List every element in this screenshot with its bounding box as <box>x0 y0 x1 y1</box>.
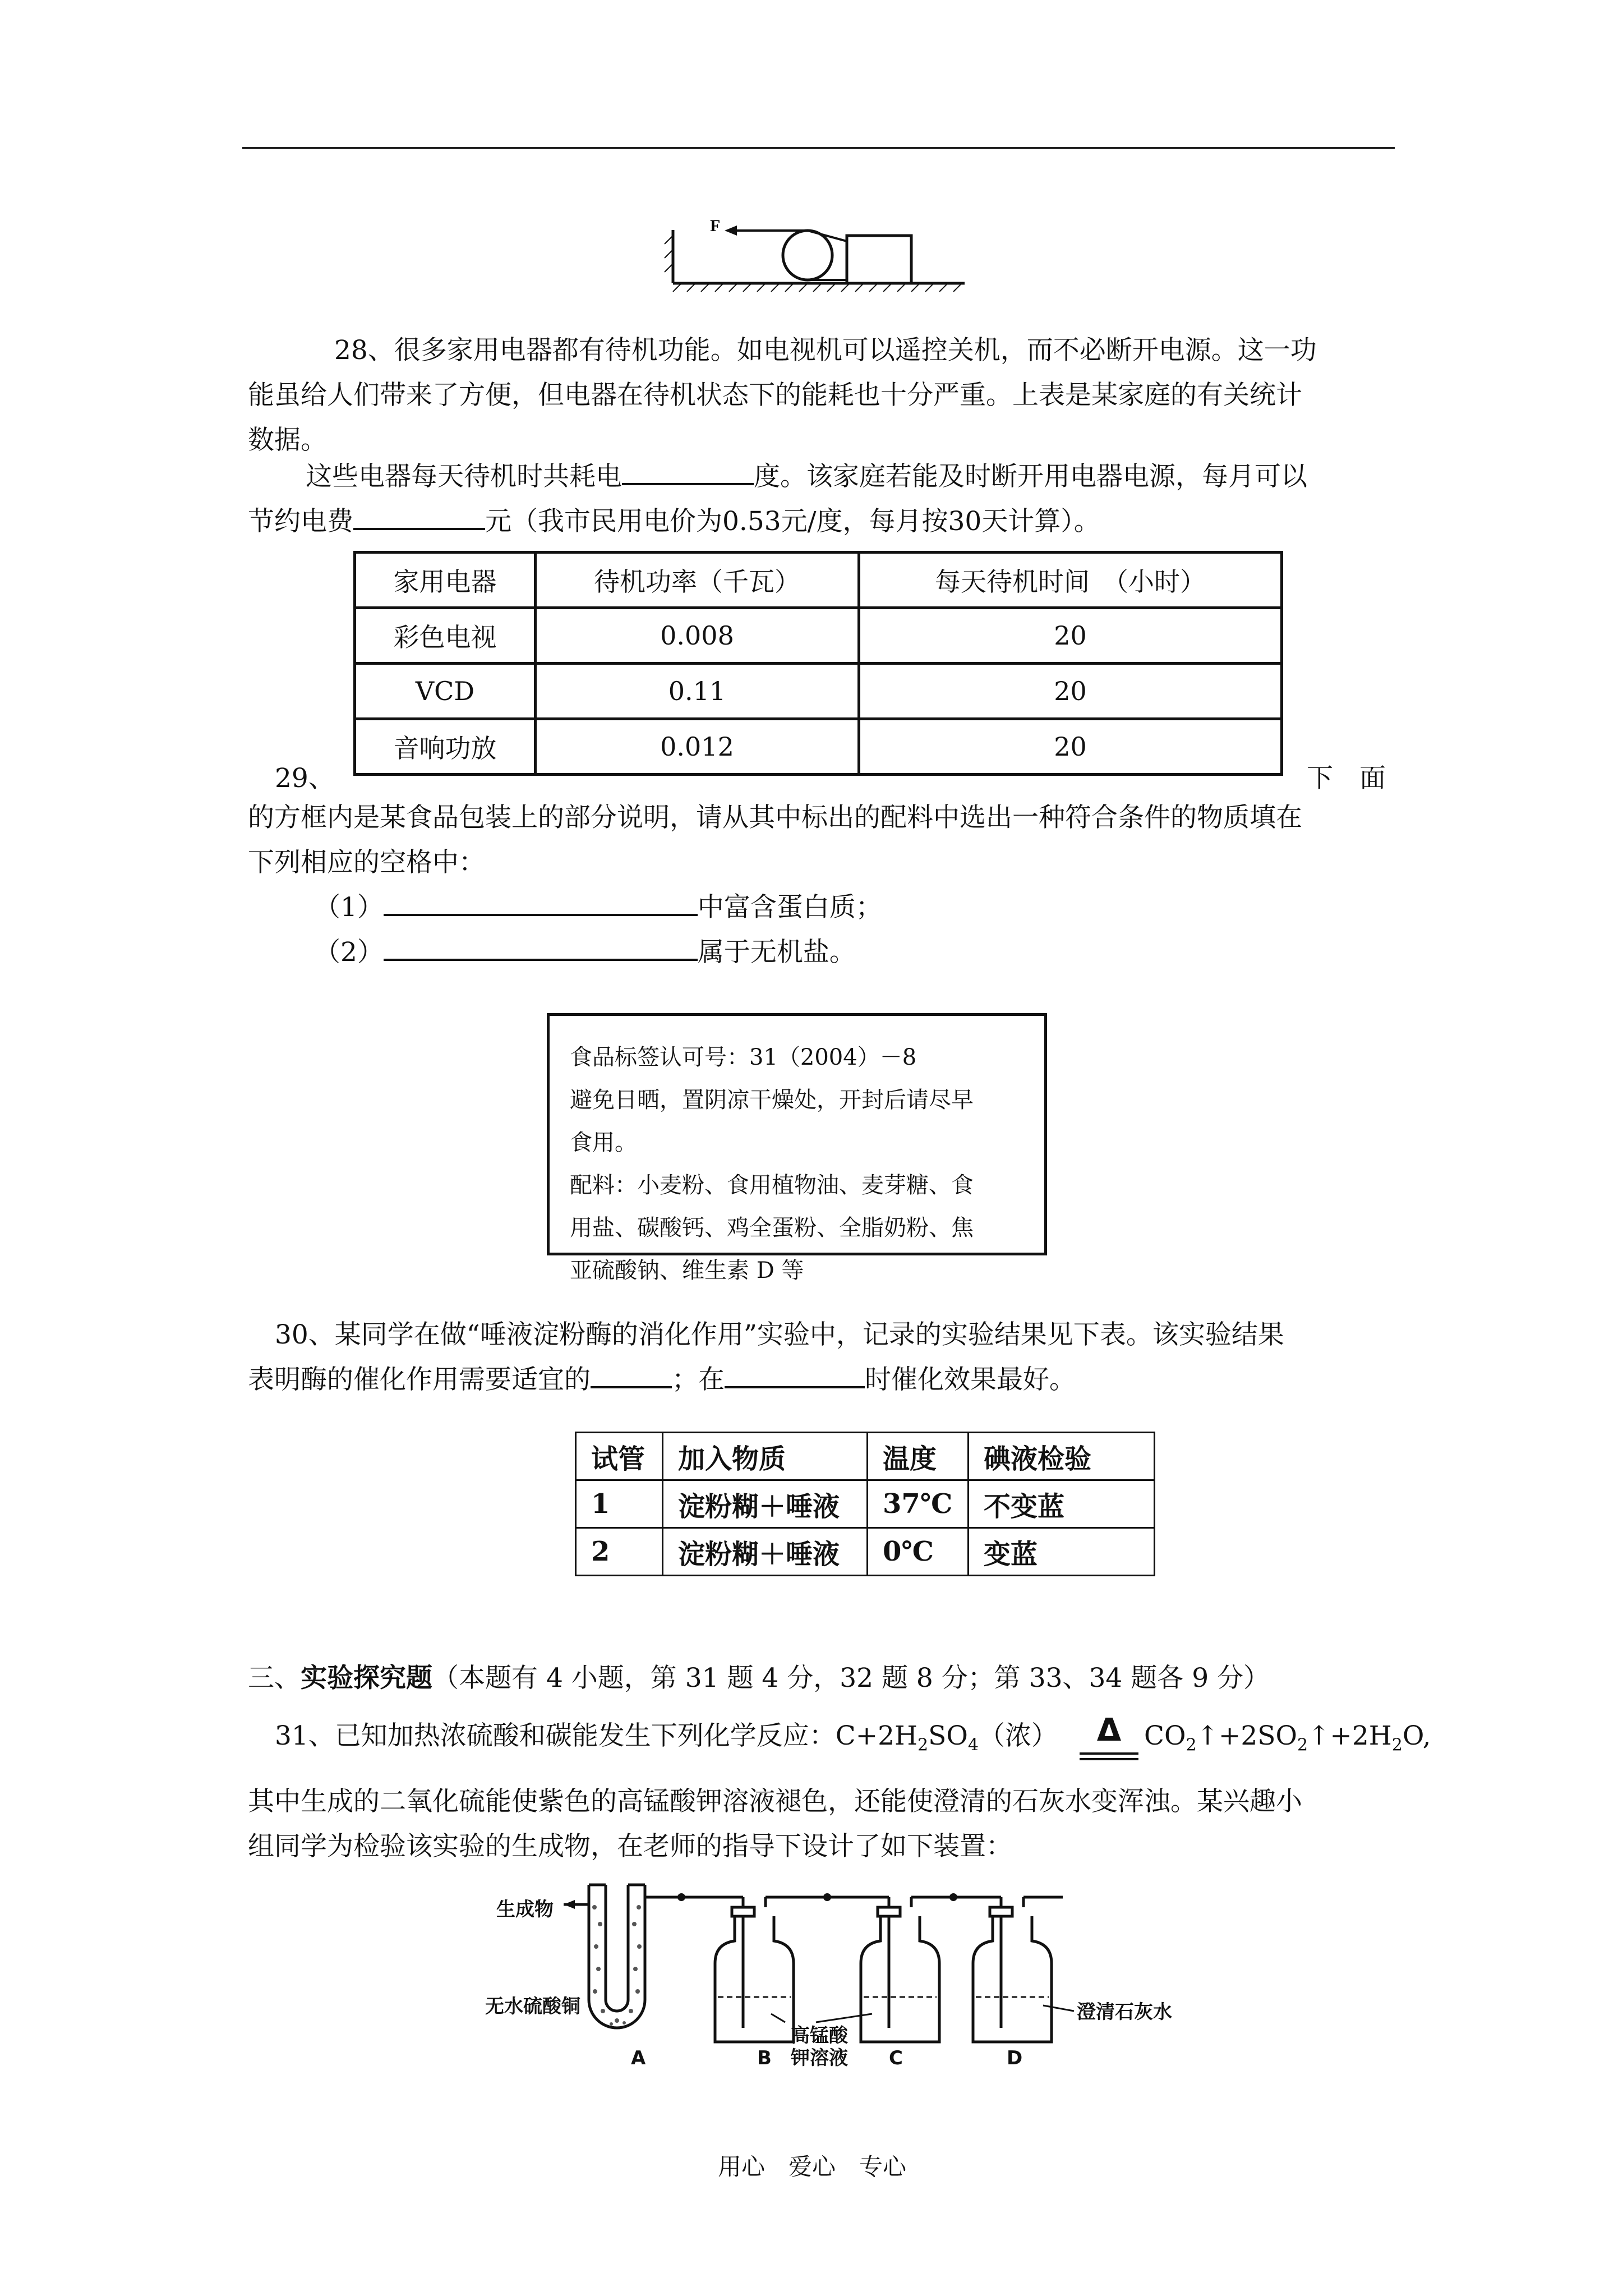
q31-sub: 2 <box>917 1735 929 1755</box>
eq-sub: 2 <box>1297 1735 1308 1755</box>
q31-line3: 组同学为检验该实验的生成物，在老师的指导下设计了如下装置： <box>248 1831 1012 1862</box>
q28-line2: 能虽给人们带来了方便，但电器在待机状态下的能耗也十分严重。上表是某家庭的有关统计 <box>248 380 1302 411</box>
food-label-line: 亚硫酸钠、维生素 D 等 <box>570 1258 804 1283</box>
q28-blank-cost[interactable] <box>353 501 485 530</box>
page-footer: 用心 爱心 专心 <box>718 2153 907 2180</box>
table-header: 每天待机时间 （小时） <box>859 553 1282 608</box>
q28-line5 <box>248 499 1100 544</box>
table-row <box>355 608 1282 664</box>
q30-line2 <box>248 1358 1076 1402</box>
table-cell: 20 <box>859 664 1282 719</box>
q30-blank-condition[interactable] <box>591 1359 672 1388</box>
q29-number: 29、 <box>275 763 335 794</box>
pulley-diagram <box>662 213 976 314</box>
enzyme-table <box>575 1432 1155 1576</box>
q29-tail: 下 面 <box>1307 763 1386 794</box>
table-header: 家用电器 <box>355 553 536 608</box>
eq-part: ↑+2SO <box>1196 1720 1297 1751</box>
apparatus-label-d: D <box>1007 2047 1023 2069</box>
table-cell: 2 <box>576 1528 663 1576</box>
apparatus-label-a: A <box>631 2047 646 2069</box>
q29-item1 <box>314 885 882 930</box>
q29-blank-salt[interactable] <box>384 932 698 961</box>
table-header: 试管 <box>576 1433 663 1480</box>
eq-sub: 2 <box>1391 1735 1403 1755</box>
q31-sub: 4 <box>967 1735 979 1755</box>
table-row <box>576 1528 1155 1576</box>
equals-line <box>1080 1752 1138 1760</box>
q29-item2-num: （2） <box>314 937 384 968</box>
food-label-line: 避免日晒，置阴凉干燥处，开封后请尽早 <box>570 1087 974 1113</box>
q30-line1: 30、某同学在做“唾液淀粉酶的消化作用”实验中，记录的实验结果见下表。该实验结果 <box>275 1319 1284 1350</box>
table-cell: 淀粉糊＋唾液 <box>663 1528 868 1576</box>
q28-line1: 28、很多家用电器都有待机功能。如电视机可以遥控关机，而不必断开电源。这一功 <box>334 335 1317 366</box>
q31-line2: 其中生成的二氧化硫能使紫色的高锰酸钾溶液褪色，还能使澄清的石灰水变浑浊。某兴趣小 <box>248 1786 1302 1817</box>
table-cell: 0.012 <box>536 719 859 775</box>
q28-line4-a: 这些电器每天待机时共耗电 <box>306 461 622 492</box>
reaction-condition <box>1080 1711 1138 1760</box>
table-cell: 0.008 <box>536 608 859 664</box>
q30-line2-c: 时催化效果最好。 <box>865 1364 1076 1395</box>
q29-blank-protein[interactable] <box>384 887 698 916</box>
appliance-table <box>353 551 1283 776</box>
table-header: 待机功率（千瓦） <box>536 553 859 608</box>
table-cell: 变蓝 <box>969 1528 1155 1576</box>
table-cell: 0.11 <box>536 664 859 719</box>
apparatus-label-c: C <box>889 2047 903 2069</box>
q30-line2-a: 表明酶的催化作用需要适宜的 <box>248 1364 591 1395</box>
apparatus-label-b: B <box>757 2047 772 2069</box>
q28-line5-b: 元（我市民用电价为0.53元/度，每月按30天计算）。 <box>485 506 1100 537</box>
q29-item2-text: 属于无机盐。 <box>697 937 856 968</box>
table-cell: 20 <box>859 719 1282 775</box>
q31-line1 <box>275 1714 1058 1768</box>
table-cell: 20 <box>859 608 1282 664</box>
table-cell: 0℃ <box>868 1528 969 1576</box>
section3-note: （本题有 4 小题，第 31 题 4 分，32 题 8 分；第 33、34 题各 9 分） <box>432 1663 1270 1694</box>
table-cell: VCD <box>355 664 536 719</box>
q30-line2-b: ；在 <box>672 1364 725 1395</box>
q31-line1-b: SO <box>928 1720 968 1751</box>
table-cell: 1 <box>576 1480 663 1528</box>
table-cell: 37℃ <box>868 1480 969 1528</box>
q31-line1-a: 31、已知加热浓硫酸和碳能发生下列化学反应：C+2H <box>275 1720 918 1751</box>
table-cell: 淀粉糊＋唾液 <box>663 1480 868 1528</box>
table-header-row <box>576 1433 1155 1480</box>
table-cell: 不变蓝 <box>969 1480 1155 1528</box>
q28-line5-a: 节约电费 <box>248 506 353 537</box>
q29-item2 <box>314 930 856 975</box>
kmno4-label-2: 钾溶液 <box>791 2047 848 2069</box>
table-row <box>355 719 1282 775</box>
q28-line4-b: 度。该家庭若能及时断开用电器电源，每月可以 <box>754 461 1307 492</box>
food-label-box <box>547 1013 1047 1283</box>
q31-line1-c: （浓） <box>978 1720 1058 1751</box>
q29-line2: 的方框内是某食品包装上的部分说明，请从其中标出的配料中选出一种符合条件的物质填在 <box>248 802 1302 833</box>
eq-part: CO <box>1144 1720 1186 1751</box>
eq-part: ↑+2H <box>1308 1720 1392 1751</box>
eq-part: O, <box>1402 1720 1431 1751</box>
inlet-label: 生成物 <box>496 1898 554 1921</box>
limewater-label: 澄清石灰水 <box>1077 2001 1172 2023</box>
table-header-row <box>355 553 1282 608</box>
section3-number: 三、 <box>248 1663 301 1694</box>
food-label-line: 用盐、碳酸钙、鸡全蛋粉、全脂奶粉、焦 <box>570 1215 974 1241</box>
force-label: F <box>710 217 721 235</box>
q28-blank-energy[interactable] <box>622 456 754 485</box>
q29-line3: 下列相应的空格中： <box>248 847 485 878</box>
section3-title: 实验探究题 <box>301 1663 432 1694</box>
cuso4-label: 无水硫酸铜 <box>485 1995 580 2018</box>
q31-equation-products <box>1144 1714 1431 1768</box>
table-header: 碘液检验 <box>969 1433 1155 1480</box>
q30-blank-temperature[interactable] <box>725 1359 865 1388</box>
apparatus-diagram <box>479 1874 1186 2087</box>
table-cell: 音响功放 <box>355 719 536 775</box>
eq-sub: 2 <box>1186 1735 1197 1755</box>
table-header: 加入物质 <box>663 1433 868 1480</box>
food-label-line: 配料：小麦粉、食用植物油、麦芽糖、食 <box>570 1172 974 1198</box>
q28-line3: 数据。 <box>248 425 327 455</box>
kmno4-label-1: 高锰酸 <box>791 2024 848 2047</box>
header-rule <box>242 147 1395 149</box>
table-header: 温度 <box>868 1433 969 1480</box>
food-label-line: 食用。 <box>570 1130 637 1156</box>
table-row <box>576 1480 1155 1528</box>
food-label-line: 食品标签认可号：31（2004）－8 <box>570 1045 917 1070</box>
delta-symbol: Δ <box>1096 1712 1122 1749</box>
table-cell: 彩色电视 <box>355 608 536 664</box>
q29-item1-text: 中富含蛋白质； <box>697 892 882 923</box>
table-row <box>355 664 1282 719</box>
q29-item1-num: （1） <box>314 892 384 923</box>
q28-line4 <box>306 454 1307 499</box>
section3-heading <box>248 1656 1270 1701</box>
